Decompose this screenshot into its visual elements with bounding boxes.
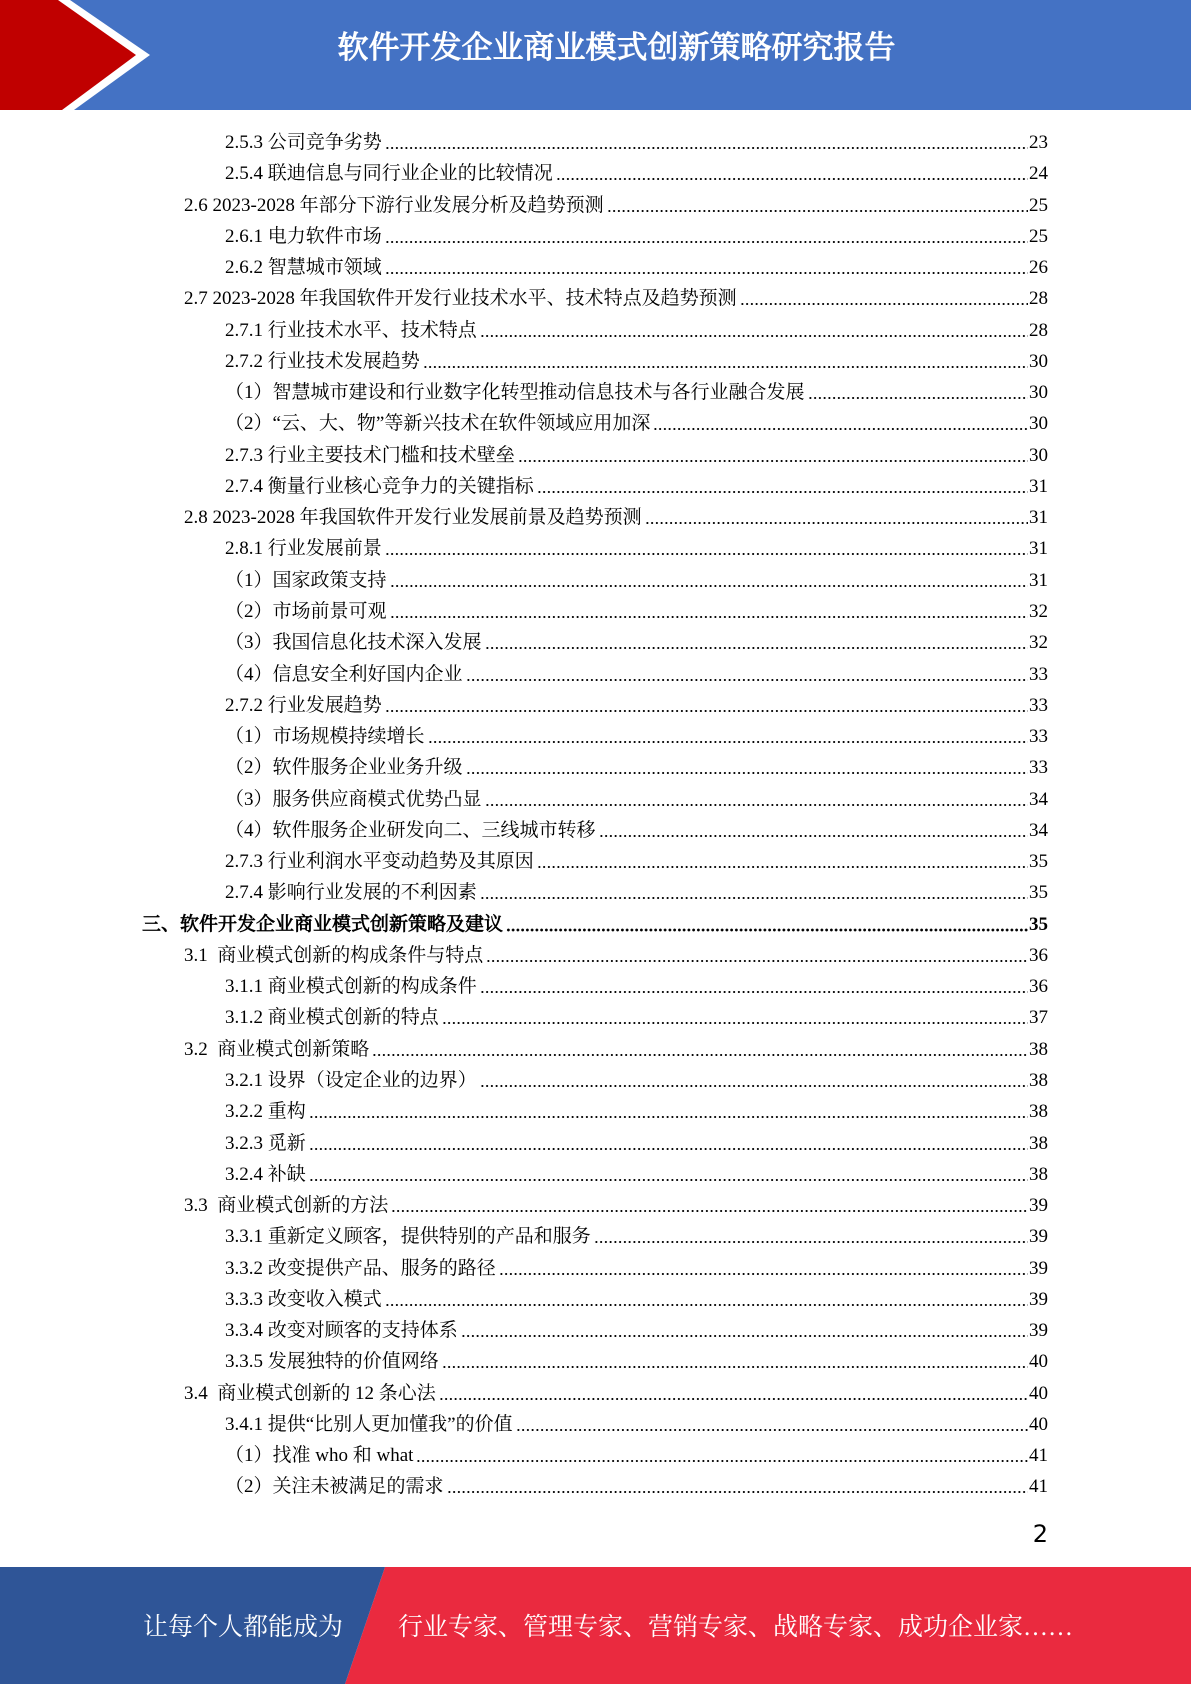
toc-entry-title: 2.8 2023-2028 年我国软件开发行业发展前景及趋势预测 — [184, 507, 642, 529]
toc-entry[interactable] — [0, 315, 1191, 346]
toc-entry-page-number: 40 — [1029, 1413, 1048, 1435]
dot-leader — [466, 659, 1028, 690]
dot-leader — [480, 315, 1028, 346]
toc-entry-title: 3.2.1 设界（设定企业的边界） — [225, 1069, 477, 1091]
toc-entry-page-number: 36 — [1029, 976, 1048, 998]
toc-entry-title: 3.1.1 商业模式创新的构成条件 — [225, 976, 477, 998]
dot-leader — [607, 190, 1028, 221]
table-of-contents — [0, 127, 1191, 1503]
toc-entry[interactable] — [0, 221, 1191, 252]
dot-leader — [480, 1065, 1028, 1096]
toc-entry-title: 2.7.1 行业技术水平、技术特点 — [225, 319, 477, 341]
toc-entry[interactable] — [0, 721, 1191, 752]
toc-entry-page-number: 30 — [1029, 382, 1048, 404]
toc-entry-page-number: 39 — [1029, 1257, 1048, 1279]
toc-entry-title: 3.1.2 商业模式创新的特点 — [225, 1007, 439, 1029]
toc-entry-title: （4）软件服务企业研发向二、三线城市转移 — [225, 819, 596, 841]
toc-entry-title: （1）国家政策支持 — [225, 569, 387, 591]
toc-entry-page-number: 32 — [1029, 632, 1048, 654]
toc-entry[interactable] — [0, 877, 1191, 908]
toc-entry-title: 3.4 商业模式创新的 12 条心法 — [184, 1382, 436, 1404]
dot-leader — [485, 784, 1028, 815]
toc-entry[interactable] — [0, 533, 1191, 564]
page-number: 2 — [1032, 1520, 1048, 1548]
dot-leader — [385, 690, 1028, 721]
toc-entry-page-number: 39 — [1029, 1195, 1048, 1217]
dot-leader — [808, 377, 1028, 408]
toc-entry-title: 2.6.2 智慧城市领域 — [225, 257, 382, 279]
toc-entry-page-number: 38 — [1029, 1101, 1048, 1123]
dot-leader — [442, 1346, 1028, 1377]
toc-entry-page-number: 37 — [1029, 1007, 1048, 1029]
toc-entry[interactable] — [0, 659, 1191, 690]
toc-entry[interactable] — [0, 1065, 1191, 1096]
dot-leader — [309, 1159, 1028, 1190]
toc-entry[interactable] — [0, 1409, 1191, 1440]
dot-leader — [537, 471, 1028, 502]
dot-leader — [309, 1128, 1028, 1159]
toc-entry-title: 3.2.2 重构 — [225, 1101, 306, 1123]
toc-entry-page-number: 40 — [1029, 1382, 1048, 1404]
toc-entry-page-number: 34 — [1029, 788, 1048, 810]
toc-entry-page-number: 31 — [1029, 507, 1048, 529]
toc-entry-title: （1）市场规模持续增长 — [225, 726, 425, 748]
toc-entry[interactable] — [0, 752, 1191, 783]
toc-entry-title: 2.5.4 联迪信息与同行业企业的比较情况 — [225, 163, 553, 185]
toc-entry-title: 3.2.4 补缺 — [225, 1163, 306, 1185]
toc-chapter-entry[interactable] — [0, 909, 1191, 940]
toc-entry[interactable] — [0, 1128, 1191, 1159]
toc-entry-page-number: 41 — [1029, 1445, 1048, 1467]
toc-entry[interactable] — [0, 346, 1191, 377]
dot-leader — [416, 1440, 1028, 1471]
toc-entry-title: （2）“云、大、物”等新兴技术在软件领域应用加深 — [225, 413, 651, 435]
toc-entry-page-number: 38 — [1029, 1132, 1048, 1154]
toc-entry-title: 2.5.3 公司竞争劣势 — [225, 132, 382, 153]
dot-leader — [594, 1221, 1028, 1252]
toc-entry-title: 3.3.4 改变对顾客的支持体系 — [225, 1320, 458, 1342]
toc-entry-page-number: 31 — [1029, 569, 1048, 591]
toc-entry-title: （2）市场前景可观 — [225, 600, 387, 622]
dot-leader — [390, 565, 1028, 596]
toc-entry-title: 2.7.3 行业主要技术门槛和技术壁垒 — [225, 444, 515, 466]
toc-entry-page-number: 40 — [1029, 1351, 1048, 1373]
toc-entry-page-number: 35 — [1029, 913, 1048, 935]
dot-leader — [385, 252, 1028, 283]
toc-entry-page-number: 23 — [1029, 132, 1048, 153]
toc-entry-page-number: 39 — [1029, 1320, 1048, 1342]
toc-entry-page-number: 39 — [1029, 1288, 1048, 1310]
toc-entry[interactable] — [0, 596, 1191, 627]
toc-entry-title: 3.4.1 提供“比别人更加懂我”的价值 — [225, 1413, 513, 1435]
dot-leader — [516, 1409, 1028, 1440]
dot-leader — [486, 940, 1028, 971]
toc-entry-title: 2.7.3 行业利润水平变动趋势及其原因 — [225, 851, 534, 873]
dot-leader — [385, 533, 1028, 564]
dot-leader — [599, 815, 1028, 846]
toc-entry-page-number: 33 — [1029, 757, 1048, 779]
toc-entry-title: （3）我国信息化技术深入发展 — [225, 632, 482, 654]
toc-entry-page-number: 33 — [1029, 694, 1048, 716]
toc-entry[interactable] — [0, 1253, 1191, 1284]
dot-leader — [423, 346, 1028, 377]
toc-entry-page-number: 34 — [1029, 819, 1048, 841]
toc-entry[interactable] — [0, 190, 1191, 221]
toc-entry[interactable] — [0, 283, 1191, 314]
toc-entry[interactable] — [0, 784, 1191, 815]
dot-leader — [506, 909, 1028, 940]
toc-entry[interactable] — [0, 1002, 1191, 1033]
toc-entry[interactable] — [0, 377, 1191, 408]
toc-entry[interactable] — [0, 1346, 1191, 1377]
toc-entry-page-number: 38 — [1029, 1163, 1048, 1185]
dot-leader — [556, 158, 1028, 189]
toc-entry-page-number: 35 — [1029, 851, 1048, 873]
toc-entry-page-number: 39 — [1029, 1226, 1048, 1248]
toc-entry-title: 2.7.4 影响行业发展的不利因素 — [225, 882, 477, 904]
dot-leader — [466, 752, 1028, 783]
toc-entry[interactable] — [0, 158, 1191, 189]
toc-entry-title: 2.6 2023-2028 年部分下游行业发展分析及趋势预测 — [184, 194, 604, 216]
toc-entry-title: 3.2.3 觅新 — [225, 1132, 306, 1154]
footer-slogan-left: 让每个人都能成为 — [143, 1614, 344, 1641]
dot-leader — [390, 596, 1028, 627]
toc-entry-title: 3.3.2 改变提供产品、服务的路径 — [225, 1257, 496, 1279]
toc-entry[interactable] — [0, 1159, 1191, 1190]
toc-entry-page-number: 36 — [1029, 944, 1048, 966]
dot-leader — [385, 1284, 1028, 1315]
toc-entry-page-number: 25 — [1029, 194, 1048, 216]
toc-entry-page-number: 25 — [1029, 225, 1048, 247]
toc-entry[interactable] — [0, 1190, 1191, 1221]
toc-entry-page-number: 31 — [1029, 475, 1048, 497]
toc-entry-title: （2）关注未被满足的需求 — [225, 1476, 444, 1498]
page-footer — [0, 1567, 1191, 1684]
toc-entry[interactable] — [0, 815, 1191, 846]
toc-entry[interactable] — [0, 1284, 1191, 1315]
dot-leader — [439, 1378, 1028, 1409]
dot-leader — [385, 221, 1028, 252]
toc-entry-title: 3.3.1 重新定义顾客，提供特别的产品和服务 — [225, 1226, 591, 1248]
toc-entry-page-number: 31 — [1029, 538, 1048, 560]
dot-leader — [653, 408, 1028, 439]
toc-entry[interactable] — [0, 1221, 1191, 1252]
toc-entry[interactable] — [0, 565, 1191, 596]
dot-leader — [518, 440, 1028, 471]
toc-entry[interactable] — [0, 502, 1191, 533]
toc-entry-title: 2.6.1 电力软件市场 — [225, 225, 382, 247]
dot-leader — [428, 721, 1028, 752]
toc-entry-title: 2.7.2 行业发展趋势 — [225, 694, 382, 716]
toc-entry-title: 2.7 2023-2028 年我国软件开发行业技术水平、技术特点及趋势预测 — [184, 288, 737, 310]
toc-entry-page-number: 38 — [1029, 1038, 1048, 1060]
toc-entry-title: 2.7.2 行业技术发展趋势 — [225, 350, 420, 372]
toc-entry-title: （1）找准 who 和 what — [225, 1445, 414, 1467]
toc-entry[interactable] — [0, 440, 1191, 471]
dot-leader — [485, 627, 1028, 658]
toc-entry-title: 2.7.4 衡量行业核心竞争力的关键指标 — [225, 475, 534, 497]
report-title: 软件开发企业商业模式创新策略研究报告 — [337, 30, 896, 66]
toc-entry-page-number: 28 — [1029, 288, 1048, 310]
dot-leader — [480, 877, 1028, 908]
dot-leader — [740, 283, 1028, 314]
toc-entry-title: 2.8.1 行业发展前景 — [225, 538, 382, 560]
toc-entry[interactable] — [0, 127, 1191, 158]
dot-leader — [499, 1253, 1028, 1284]
toc-entry-page-number: 30 — [1029, 350, 1048, 372]
toc-entry-page-number: 38 — [1029, 1069, 1048, 1091]
dot-leader — [537, 846, 1028, 877]
toc-entry[interactable] — [0, 408, 1191, 439]
toc-entry-title: （3）服务供应商模式优势凸显 — [225, 788, 482, 810]
toc-entry[interactable] — [0, 846, 1191, 877]
toc-entry-title: 3.2 商业模式创新策略 — [184, 1038, 370, 1060]
toc-entry-title: （2）软件服务企业业务升级 — [225, 757, 463, 779]
dot-leader — [645, 502, 1028, 533]
toc-entry-page-number: 24 — [1029, 163, 1048, 185]
toc-entry[interactable] — [0, 1315, 1191, 1346]
dot-leader — [442, 1002, 1028, 1033]
page-header — [0, 0, 1191, 110]
dot-leader — [391, 1190, 1028, 1221]
toc-entry-title: 3.1 商业模式创新的构成条件与特点 — [184, 944, 484, 966]
toc-entry[interactable] — [0, 471, 1191, 502]
toc-entry-page-number: 41 — [1029, 1476, 1048, 1498]
dot-leader — [480, 971, 1028, 1002]
toc-entry-title: 3.3.5 发展独特的价值网络 — [225, 1351, 439, 1373]
toc-entry-title: （4）信息安全利好国内企业 — [225, 663, 463, 685]
toc-entry[interactable] — [0, 690, 1191, 721]
toc-entry[interactable] — [0, 1096, 1191, 1127]
toc-entry[interactable] — [0, 1034, 1191, 1065]
toc-entry[interactable] — [0, 971, 1191, 1002]
toc-entry-page-number: 30 — [1029, 444, 1048, 466]
dot-leader — [372, 1034, 1028, 1065]
footer-slogan-right: 行业专家、管理专家、营销专家、战略专家、成功企业家…… — [398, 1614, 1074, 1641]
dot-leader — [385, 127, 1028, 158]
toc-entry-page-number: 28 — [1029, 319, 1048, 341]
toc-entry[interactable] — [0, 940, 1191, 971]
toc-entry-page-number: 26 — [1029, 257, 1048, 279]
toc-entry[interactable] — [0, 1440, 1191, 1471]
toc-entry[interactable] — [0, 1378, 1191, 1409]
dot-leader — [309, 1096, 1028, 1127]
toc-entry-page-number: 33 — [1029, 663, 1048, 685]
toc-entry-page-number: 33 — [1029, 726, 1048, 748]
toc-entry-title: 三、软件开发企业商业模式创新策略及建议 — [142, 913, 504, 935]
toc-entry-title: （1）智慧城市建设和行业数字化转型推动信息技术与各行业融合发展 — [225, 382, 805, 404]
toc-entry-page-number: 35 — [1029, 882, 1048, 904]
toc-entry-title: 3.3 商业模式创新的方法 — [184, 1195, 389, 1217]
dot-leader — [461, 1315, 1028, 1346]
toc-entry-title: 3.3.3 改变收入模式 — [225, 1288, 382, 1310]
toc-entry[interactable] — [0, 1471, 1191, 1502]
toc-entry-page-number: 30 — [1029, 413, 1048, 435]
dot-leader — [447, 1471, 1028, 1502]
toc-entry[interactable] — [0, 252, 1191, 283]
toc-entry[interactable] — [0, 627, 1191, 658]
toc-entry-page-number: 32 — [1029, 600, 1048, 622]
